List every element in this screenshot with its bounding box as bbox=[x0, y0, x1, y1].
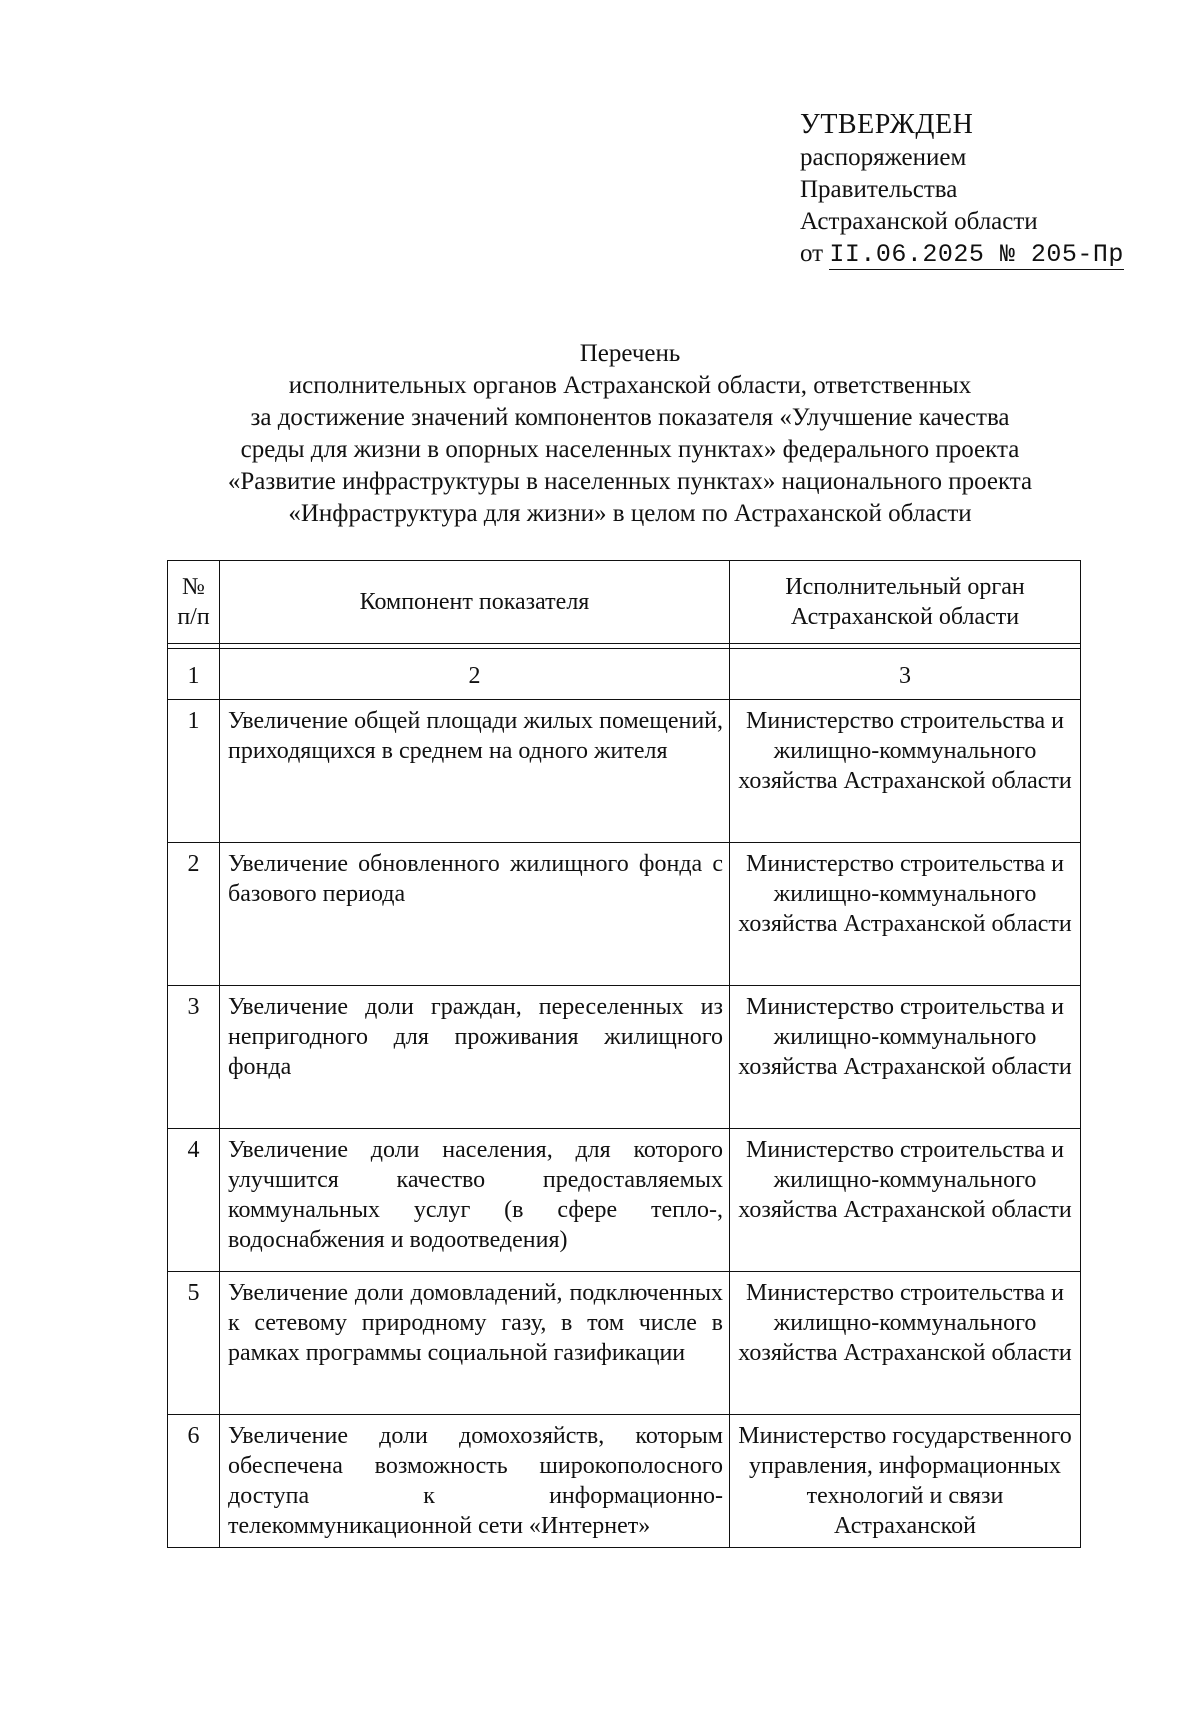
column-numbers-row bbox=[168, 649, 1081, 700]
column-number: 2 bbox=[220, 649, 730, 700]
table-row bbox=[168, 1272, 1081, 1415]
row-organ: Министерство строительства и жилищно-коммунального хозяйства Астраханской области bbox=[730, 1129, 1081, 1272]
table-row bbox=[168, 843, 1081, 986]
header-num: № п/п bbox=[168, 561, 220, 644]
row-number: 3 bbox=[168, 986, 220, 1129]
row-component: Увеличение доли домовладений, подключенных к сетевому природному газу, в том числе в рамках программы социальной газификации bbox=[220, 1272, 730, 1415]
row-component: Увеличение общей площади жилых помещений, приходящихся в среднем на одного жителя bbox=[220, 700, 730, 843]
row-component: Увеличение доли граждан, переселенных из непригодного для проживания жилищного фонда bbox=[220, 986, 730, 1129]
row-organ: Министерство строительства и жилищно-коммунального хозяйства Астраханской области bbox=[730, 700, 1081, 843]
page-subtitle-line-4: «Развитие инфраструктуры в населенных пунктах» национального проекта bbox=[227, 468, 1033, 495]
row-number: 6 bbox=[168, 1415, 220, 1548]
table-header-row bbox=[168, 561, 1081, 644]
table-row bbox=[168, 700, 1081, 843]
column-number: 1 bbox=[168, 649, 220, 700]
approval-line-1: распоряжением bbox=[800, 144, 967, 171]
row-number: 5 bbox=[168, 1272, 220, 1415]
page-subtitle-line-5: «Инфраструктура для жизни» в целом по Астраханской области bbox=[288, 500, 972, 527]
row-number: 2 bbox=[168, 843, 220, 986]
page-subtitle-line-1: исполнительных органов Астраханской области, ответственных bbox=[288, 372, 972, 399]
row-component: Увеличение доли населения, для которого улучшится качество предоставляемых коммунальных услуг (в сфере тепло-, водоснабжения и водоотведения) bbox=[220, 1129, 730, 1272]
column-number: 3 bbox=[730, 649, 1081, 700]
header-component: Компонент показателя bbox=[220, 561, 730, 644]
approval-status: УТВЕРЖДЕН bbox=[800, 109, 974, 140]
row-organ: Министерство государственного управления, информационных технологий и связи Астраханской bbox=[730, 1415, 1081, 1548]
row-organ: Министерство строительства и жилищно-коммунального хозяйства Астраханской области bbox=[730, 1272, 1081, 1415]
row-organ: Министерство строительства и жилищно-коммунального хозяйства Астраханской области bbox=[730, 843, 1081, 986]
table-row bbox=[168, 986, 1081, 1129]
document-heading bbox=[150, 338, 1110, 530]
indicators-table bbox=[167, 560, 1081, 1548]
approval-block bbox=[800, 108, 1140, 271]
row-component: Увеличение доли домохозяйств, которым обеспечена возможность широкополосного доступа к информационно-телекоммуникационной сети «Интернет» bbox=[220, 1415, 730, 1548]
row-number: 1 bbox=[168, 700, 220, 843]
row-number: 4 bbox=[168, 1129, 220, 1272]
page-subtitle-line-2: за достижение значений компонентов показателя «Улучшение качества bbox=[250, 404, 1010, 431]
row-organ: Министерство строительства и жилищно-коммунального хозяйства Астраханской области bbox=[730, 986, 1081, 1129]
header-organ: Исполнительный орган Астраханской области bbox=[730, 561, 1081, 644]
approval-line-3: Астраханской области bbox=[800, 208, 1038, 235]
approval-date-number: II.06.2025 № 205-Пр bbox=[829, 240, 1124, 269]
page-title: Перечень bbox=[579, 340, 681, 367]
page-subtitle-line-3: среды для жизни в опорных населенных пунктах» федерального проекта bbox=[240, 436, 1020, 463]
table-row bbox=[168, 1129, 1081, 1272]
approval-date-prefix: от bbox=[800, 240, 824, 267]
approval-date-line bbox=[800, 238, 1140, 271]
approval-line-2: Правительства bbox=[800, 176, 958, 203]
row-component: Увеличение обновленного жилищного фонда с базового периода bbox=[220, 843, 730, 986]
table-row bbox=[168, 1415, 1081, 1548]
